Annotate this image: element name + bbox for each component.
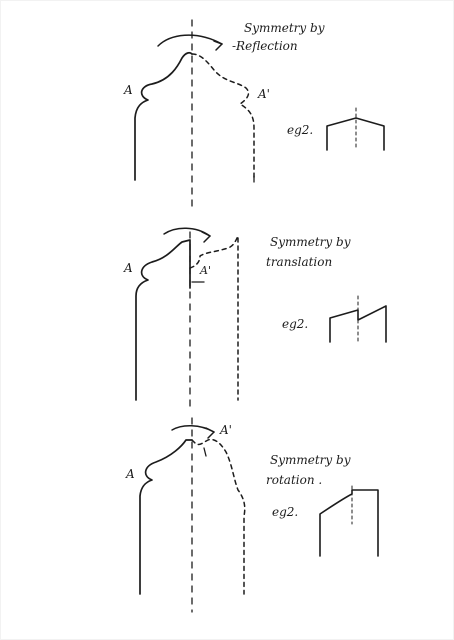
label-image-a-prime: A' [258, 87, 270, 101]
heading-reflection-line2: -Reflection [232, 39, 298, 53]
heading-translation-line2: translation [266, 255, 333, 269]
label-image-a-prime-2: A' [200, 264, 211, 277]
heading-rotation-line1: Symmetry by [270, 453, 351, 467]
heading-reflection-line1: Symmetry by [244, 21, 325, 35]
heading-translation-line1: Symmetry by [270, 235, 351, 249]
example-label-reflection: eg2. [287, 123, 314, 137]
example-label-rotation: eg2. [272, 505, 299, 519]
label-original-a: A [124, 83, 133, 97]
heading-rotation-line2: rotation . [266, 473, 323, 487]
label-original-a-2: A [124, 261, 133, 275]
label-original-a-3: A [126, 467, 135, 481]
example-label-translation: eg2. [282, 317, 309, 331]
label-image-a-prime-3: A' [220, 423, 232, 437]
